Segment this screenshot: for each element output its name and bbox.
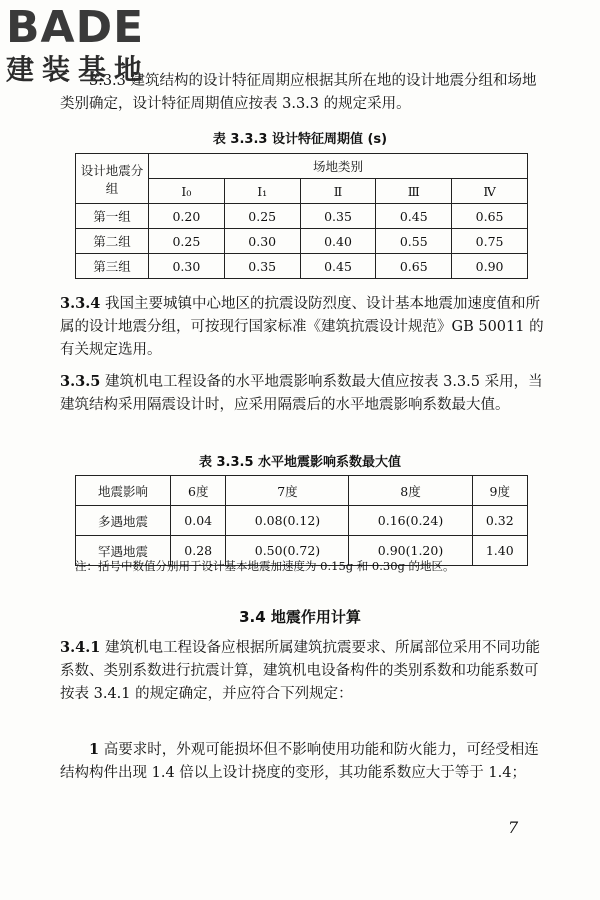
col-header: I₀ xyxy=(149,179,225,204)
clause-text: 建筑机电工程设备的水平地震影响系数最大值应按表 3.3.5 采用，当建筑结构采用隔震设计时，应采用隔震后的水平地震影响系数最大值。 xyxy=(60,374,543,413)
cell: 0.45 xyxy=(376,204,452,229)
cell: 0.25 xyxy=(224,204,300,229)
bade-logo xyxy=(6,2,176,86)
table-note: 注：括号中数值分别用于设计基本地震加速度为 0.15g 和 0.30g 的地区。 xyxy=(75,559,455,573)
paragraph-3-3-3: 3.3.3 建筑结构的设计特征周期应根据其所在地的设计地震分组和场地类别确定，设计特征周期值应按表 3.3.3 的规定采用。 xyxy=(60,73,537,112)
cell: 1.40 xyxy=(472,536,527,566)
row-label: 第一组 xyxy=(76,204,149,229)
table-row xyxy=(76,506,528,536)
cell: 0.55 xyxy=(376,229,452,254)
site-category-header: 场地类别 xyxy=(149,154,528,179)
col-header: 地震影响 xyxy=(76,476,171,506)
col-header: Ⅳ xyxy=(452,179,528,204)
col-header: 6度 xyxy=(171,476,226,506)
row-label: 多遇地震 xyxy=(76,506,171,536)
cell: 0.50(0.72) xyxy=(226,536,349,566)
item-text: 高要求时，外观可能损坏但不影响使用功能和防火能力，可经受相连结构构件出现 1.4 倍以上设计挠度的变形，其功能系数应大于等于 1.4； xyxy=(60,742,539,781)
table-row xyxy=(76,254,528,279)
row-label: 第二组 xyxy=(76,229,149,254)
col-header: Ⅱ xyxy=(300,179,376,204)
table-header-row xyxy=(76,476,528,506)
paragraph-3-4-1 xyxy=(60,636,550,706)
cell: 0.32 xyxy=(472,506,527,536)
table-corner: 设计地震分组 xyxy=(76,154,149,204)
table-3-3-5-caption: 表 3.3.5 水平地震影响系数最大值 xyxy=(198,455,402,470)
paragraph-3-3-5 xyxy=(60,370,550,417)
row-label: 罕遇地震 xyxy=(76,536,171,566)
page-number: 7 xyxy=(508,818,519,837)
logo-chinese: 建装基地 xyxy=(6,53,151,86)
cell: 0.90 xyxy=(452,254,528,279)
col-header: 9度 xyxy=(472,476,527,506)
cell: 0.30 xyxy=(149,254,225,279)
clause-text: 建筑机电工程设备应根据所属建筑抗震要求、所属部位采用不同功能系数、类别系数进行抗震计算，建筑机电设备构件的类别系数和功能系数可按表 3.4.1 的规定确定，并应符合下列规定： xyxy=(60,640,540,702)
cell: 0.75 xyxy=(452,229,528,254)
cell: 0.35 xyxy=(300,204,376,229)
cell: 0.04 xyxy=(171,506,226,536)
cell: 0.35 xyxy=(224,254,300,279)
cell: 0.28 xyxy=(171,536,226,566)
cell: 0.45 xyxy=(300,254,376,279)
table-3-3-5 xyxy=(75,475,528,566)
col-header: I₁ xyxy=(224,179,300,204)
row-label: 第三组 xyxy=(76,254,149,279)
item-number: 1 xyxy=(89,741,100,758)
section-title: 3.4 地震作用计算 xyxy=(239,608,361,626)
table-row xyxy=(76,229,528,254)
cell: 0.30 xyxy=(224,229,300,254)
cell: 0.65 xyxy=(376,254,452,279)
cell: 0.08(0.12) xyxy=(226,506,349,536)
col-header: 8度 xyxy=(349,476,472,506)
table-3-3-3-caption: 表 3.3.3 设计特征周期值 (s) xyxy=(212,132,388,147)
table-row xyxy=(76,204,528,229)
cell: 0.65 xyxy=(452,204,528,229)
table-3-3-3 xyxy=(75,153,528,279)
logo-word: BADE xyxy=(6,2,145,53)
cell: 0.40 xyxy=(300,229,376,254)
col-header: 7度 xyxy=(226,476,349,506)
paragraph-3-3-4 xyxy=(60,292,550,362)
clause-number: 3.3.5 xyxy=(60,373,101,390)
clause-number: 3.4.1 xyxy=(60,639,101,656)
cell: 0.16(0.24) xyxy=(349,506,472,536)
col-header: Ⅲ xyxy=(376,179,452,204)
clause-text: 我国主要城镇中心地区的抗震设防烈度、设计基本地震加速度值和所属的设计地震分组，可按现行国家标准《建筑抗震设计规范》GB 50011 的有关规定选用。 xyxy=(60,296,544,358)
item-1 xyxy=(60,738,550,785)
cell: 0.25 xyxy=(149,229,225,254)
clause-number: 3.3.4 xyxy=(60,295,101,312)
cell: 0.90(1.20) xyxy=(349,536,472,566)
cell: 0.20 xyxy=(149,204,225,229)
